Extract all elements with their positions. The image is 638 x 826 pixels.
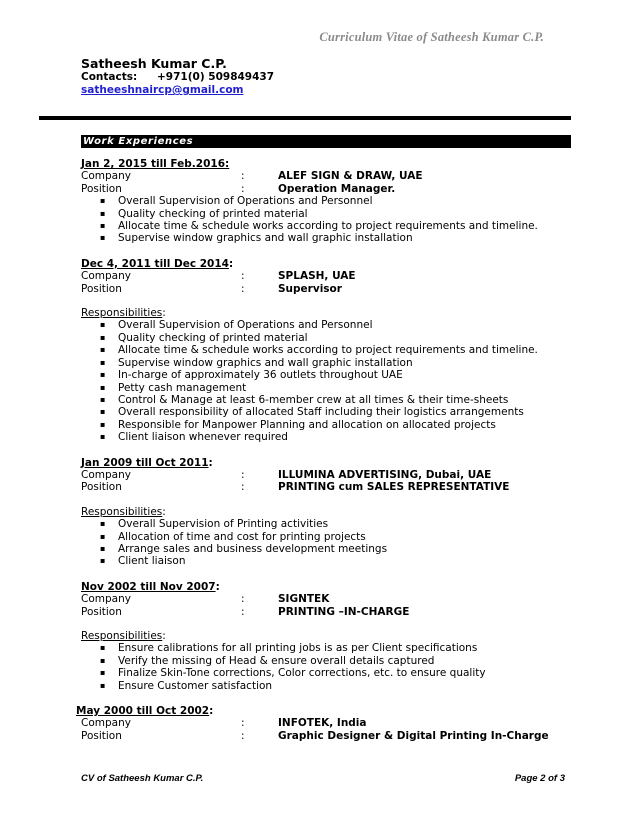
list-item: ▪ Overall responsibility of allocated Staff including their logistics arrangements xyxy=(100,406,581,418)
job-date: Jan 2009 till Oct 2011: xyxy=(81,456,213,469)
list-item: ▪ Supervise window graphics and wall graphic installation xyxy=(100,357,581,369)
list-item: ▪ Ensure Customer satisfaction xyxy=(100,680,581,692)
position-label: Position xyxy=(81,481,122,494)
position-value: PRINTING cum SALES REPRESENTATIVE xyxy=(278,481,510,494)
position-label: Position xyxy=(81,182,122,195)
contacts-label: Contacts: xyxy=(81,71,138,83)
responsibilities-heading: Responsibilities: xyxy=(81,505,166,518)
page-number: Page 2 of 3 xyxy=(514,773,565,784)
phone-number: +971(0) 509849437 xyxy=(157,71,275,83)
position-row: Position : Graphic Designer & Digital Printing In-Charge xyxy=(81,729,549,742)
job-date: Dec 4, 2011 till Dec 2014: xyxy=(81,257,234,270)
list-item: ▪ Allocate time & schedule works according to project requirements and timeline. xyxy=(100,344,581,356)
contacts-line xyxy=(81,71,274,83)
job-date: Jan 2, 2015 till Feb.2016: xyxy=(81,158,230,170)
header-divider xyxy=(39,116,571,120)
position-row: Position : PRINTING –IN-CHARGE xyxy=(81,605,410,618)
section-title-bar: Work Experiences xyxy=(81,135,571,148)
company-label: Company xyxy=(81,468,131,481)
responsibilities-heading: Responsibilities: xyxy=(81,307,166,320)
company-value: ILLUMINA ADVERTISING, Dubai, UAE xyxy=(278,468,492,481)
list-item: ▪ Allocate time & schedule works according to project requirements and timeline. xyxy=(100,220,581,232)
job-date: May 2000 till Oct 2002: xyxy=(76,705,214,718)
responsibility-list xyxy=(81,195,581,245)
list-item: ▪ Client liaison whenever required xyxy=(100,431,581,443)
document-header-title: Curriculum Vitae of Satheesh Kumar C.P. xyxy=(319,30,544,44)
footer-left: CV of Satheesh Kumar C.P. xyxy=(81,773,204,784)
list-item: ▪ Quality checking of printed material xyxy=(100,208,581,220)
company-value: SPLASH, UAE xyxy=(278,270,356,283)
list-item: ▪ Control & Manage at least 6-member crew at all times & their time-sheets xyxy=(100,394,581,406)
company-label: Company xyxy=(81,593,131,606)
responsibilities-heading: Responsibilities: xyxy=(81,630,166,642)
list-item: ▪ Petty cash management xyxy=(100,382,581,394)
company-label: Company xyxy=(81,717,131,730)
list-item: ▪ In-charge of approximately 36 outlets throughout UAE xyxy=(100,369,581,381)
position-value: Operation Manager. xyxy=(278,182,396,195)
list-item: ▪ Arrange sales and business development meetings xyxy=(100,543,581,555)
job-entry xyxy=(81,158,581,245)
list-item: ▪ Quality checking of printed material xyxy=(100,332,581,344)
position-value: Supervisor xyxy=(278,282,342,295)
list-item: ▪ Responsible for Manpower Planning and allocation on allocated projects xyxy=(100,419,581,431)
company-row: Company : SPLASH, UAE xyxy=(81,270,356,283)
position-row: Position : Operation Manager. xyxy=(81,182,396,195)
responsibility-list xyxy=(81,319,581,443)
list-item: ▪ Overall Supervision of Printing activities xyxy=(100,518,581,530)
job-entry xyxy=(81,581,581,692)
job-date: Nov 2002 till Nov 2007: xyxy=(81,580,220,593)
position-label: Position xyxy=(81,282,122,295)
list-item: ▪ Client liaison xyxy=(100,555,581,567)
position-label: Position xyxy=(81,729,122,742)
company-value: INFOTEK, India xyxy=(278,717,367,730)
work-experience-list xyxy=(76,158,581,755)
job-entry xyxy=(81,457,581,568)
company-label: Company xyxy=(81,170,131,183)
position-row: Position : Supervisor xyxy=(81,282,342,295)
list-item: ▪ Overall Supervision of Operations and Personnel xyxy=(100,195,581,207)
person-name: Satheesh Kumar C.P. xyxy=(81,56,227,71)
list-item: ▪ Finalize Skin-Tone corrections, Color corrections, etc. to ensure quality xyxy=(100,667,581,679)
responsibility-list xyxy=(81,518,581,568)
list-item: ▪ Supervise window graphics and wall graphic installation xyxy=(100,232,581,244)
responsibility-list xyxy=(81,642,581,692)
company-row: Company : ILLUMINA ADVERTISING, Dubai, UAE xyxy=(81,468,492,481)
company-row: Company : ALEF SIGN & DRAW, UAE xyxy=(81,170,423,183)
position-value: PRINTING –IN-CHARGE xyxy=(278,605,410,618)
list-item: ▪ Allocation of time and cost for printing projects xyxy=(100,531,581,543)
list-item: ▪ Overall Supervision of Operations and Personnel xyxy=(100,319,581,331)
job-entry xyxy=(81,258,581,444)
job-entry xyxy=(76,705,581,742)
position-label: Position xyxy=(81,605,122,618)
position-value: Graphic Designer & Digital Printing In-Charge xyxy=(278,729,549,742)
list-item: ▪ Verify the missing of Head & ensure overall details captured xyxy=(100,655,581,667)
list-item: ▪ Ensure calibrations for all printing jobs is as per Client specifications xyxy=(100,642,581,654)
company-row: Company : SIGNTEK xyxy=(81,593,330,606)
position-row: Position : PRINTING cum SALES REPRESENTATIVE xyxy=(81,481,510,494)
email-link[interactable]: satheeshnaircp@gmail.com xyxy=(81,84,244,96)
company-row: Company : INFOTEK, India xyxy=(81,717,367,730)
company-value: SIGNTEK xyxy=(278,593,330,606)
company-value: ALEF SIGN & DRAW, UAE xyxy=(278,170,423,183)
company-label: Company xyxy=(81,270,131,283)
